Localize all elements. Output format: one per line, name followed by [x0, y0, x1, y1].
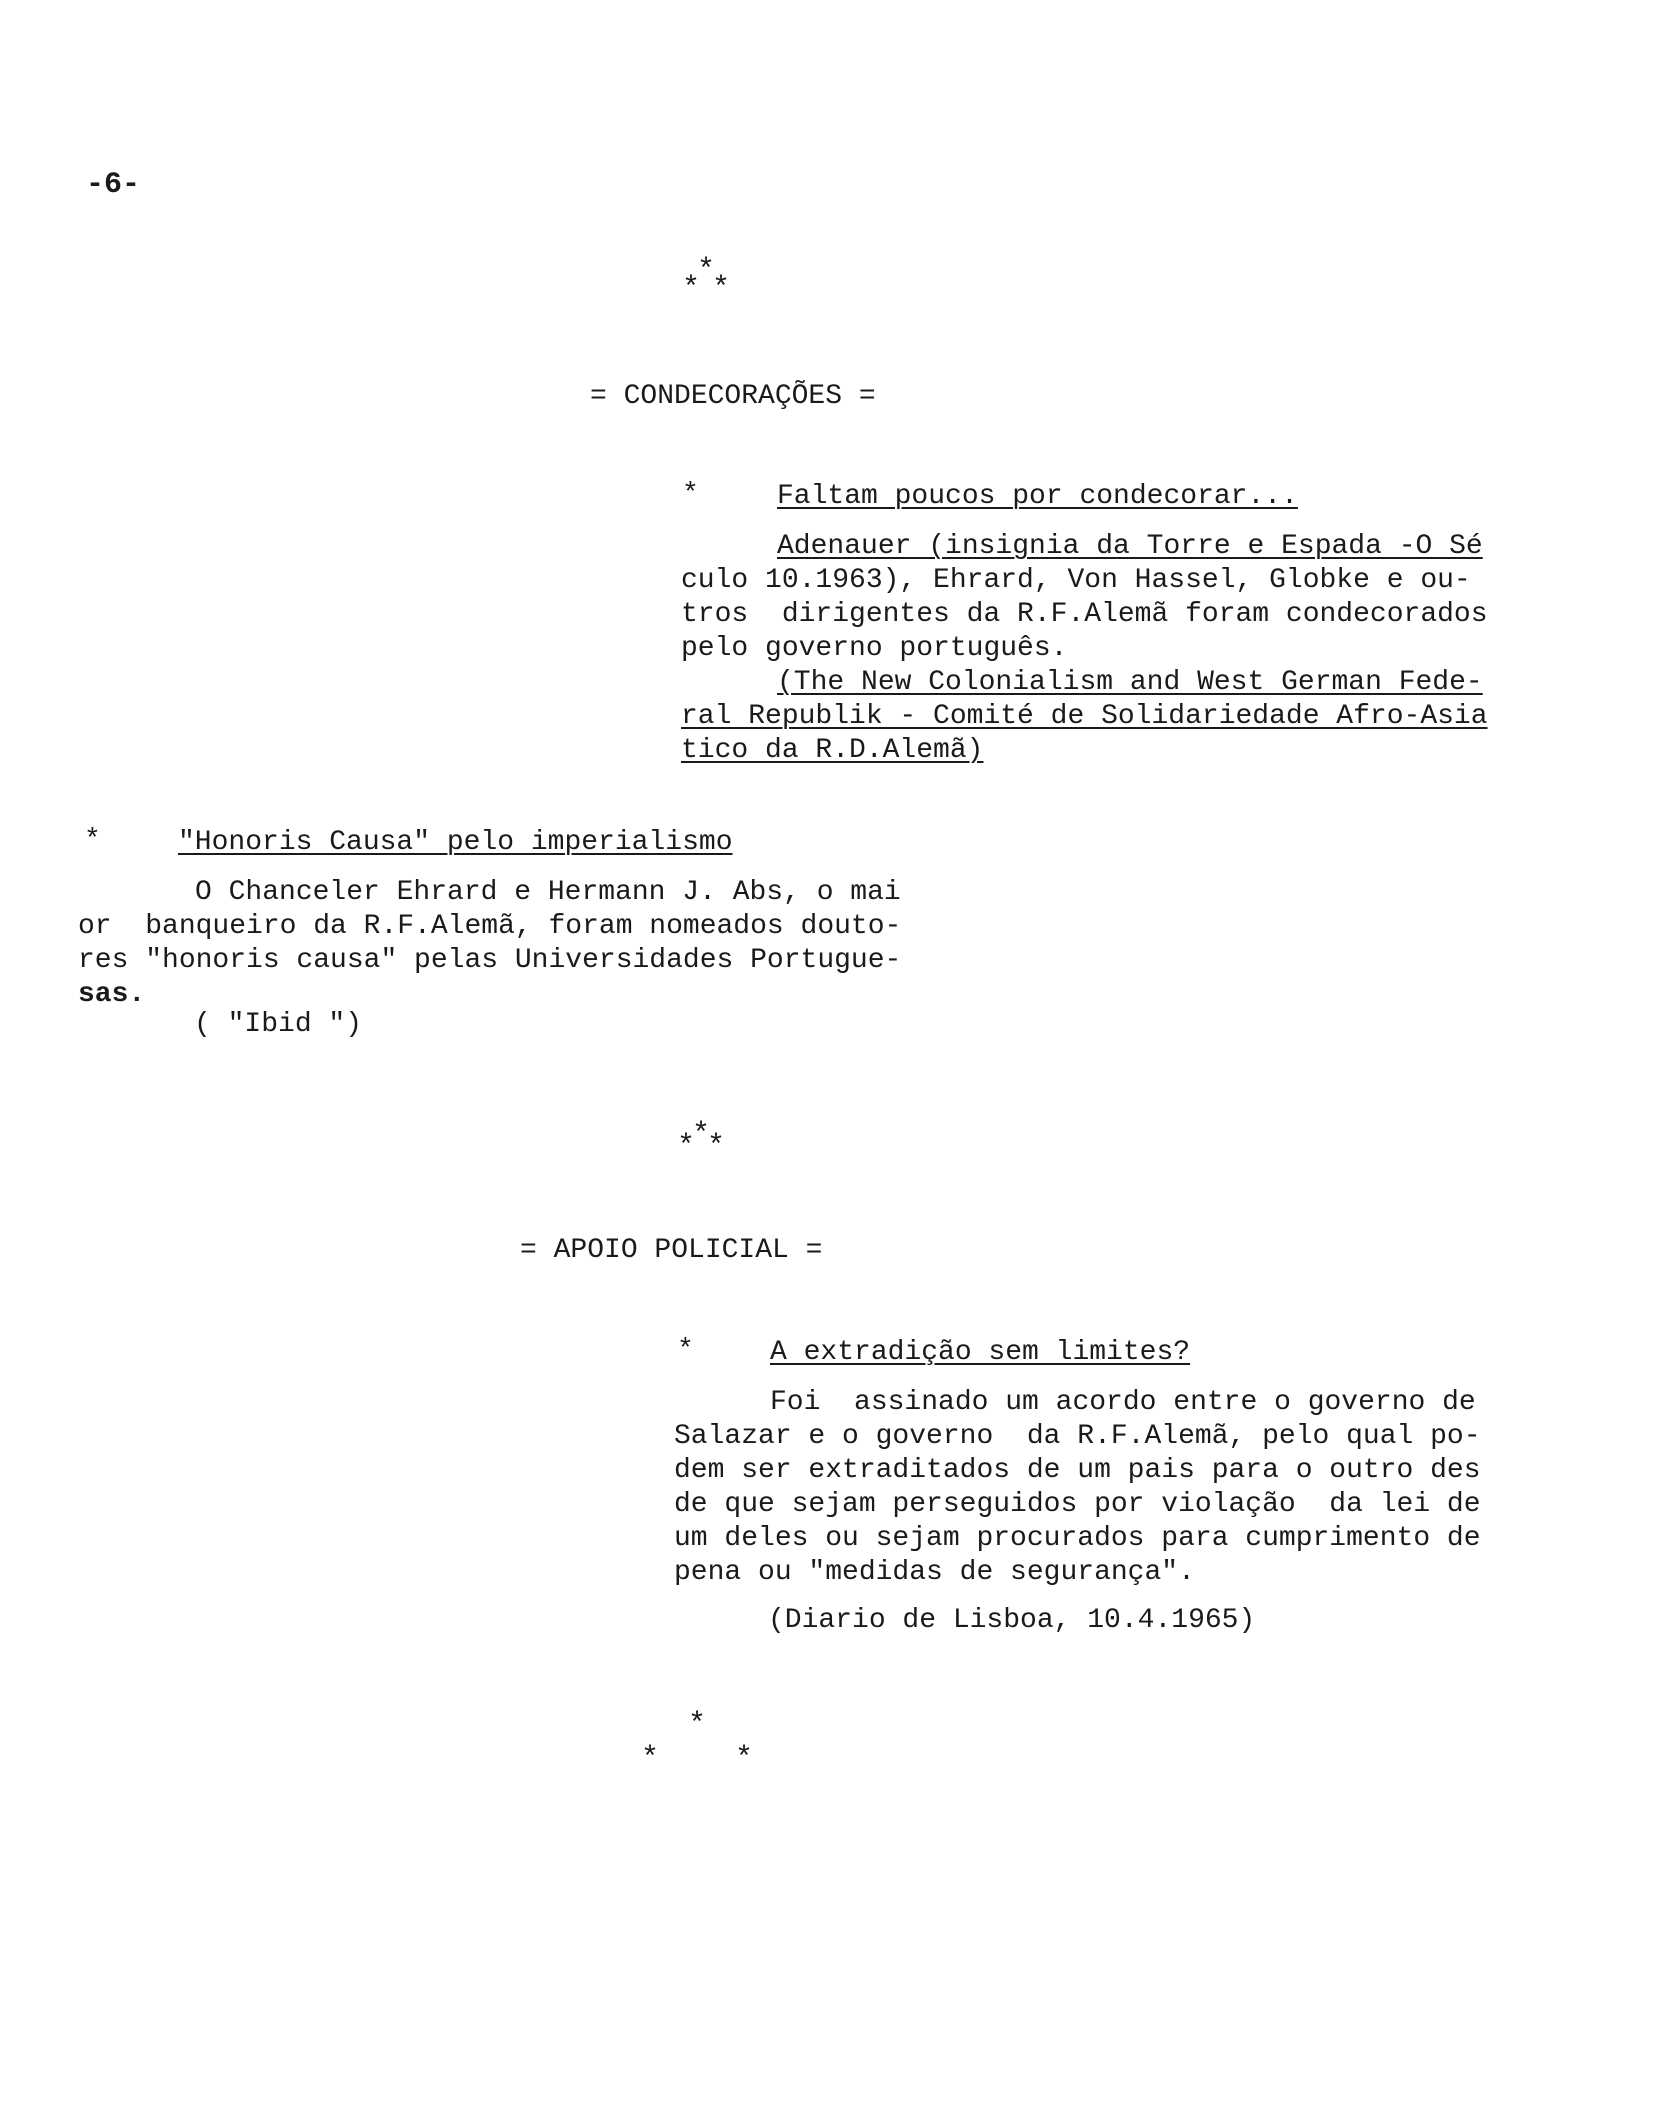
paragraph-line: de que sejam perseguidos por violação da lei de: [674, 1489, 1481, 1520]
ornament-star: *: [712, 272, 731, 306]
item-bullet: *: [84, 825, 101, 856]
ornament-star: *: [682, 272, 701, 306]
item-title-extradicao: A extradição sem limites?: [770, 1337, 1191, 1368]
paragraph-line: tros dirigentes da R.F.Alemã foram condecorados: [681, 599, 1488, 630]
paragraph-line: Adenauer (insignia da Torre e Espada -O Sé: [777, 531, 1483, 562]
ornament-star: *: [735, 1742, 754, 1776]
paragraph-line: pena ou "medidas de segurança".: [674, 1557, 1195, 1588]
citation-line: (The New Colonialism and West German Fede-: [777, 667, 1483, 698]
ornament-star: *: [641, 1742, 660, 1776]
citation-line: (Diario de Lisboa, 10.4.1965): [768, 1605, 1256, 1636]
item-bullet: *: [677, 1335, 694, 1366]
citation-line: ( "Ibid "): [194, 1009, 363, 1040]
ornament-star: *: [707, 1130, 726, 1164]
paragraph-line: sas.: [78, 979, 146, 1010]
ornament-star: *: [688, 1708, 707, 1742]
ornament-star: *: [677, 1130, 696, 1164]
paragraph-line: res "honoris causa" pelas Universidades Portugue-: [78, 945, 902, 976]
paragraph-line: um deles ou sejam procurados para cumprimento de: [674, 1523, 1481, 1554]
item-title-faltam: Faltam poucos por condecorar...: [777, 481, 1298, 512]
paragraph-line: pelo governo português.: [681, 633, 1068, 664]
paragraph-line: dem ser extraditados de um pais para o outro des: [674, 1455, 1481, 1486]
paragraph-line: O Chanceler Ehrard e Hermann J. Abs, o mai: [195, 877, 901, 908]
page-number: -6-: [86, 168, 141, 202]
ornament-star: *: [692, 1118, 711, 1152]
paragraph-line: Salazar e o governo da R.F.Alemã, pelo qual po-: [674, 1421, 1481, 1452]
paragraph-line: culo 10.1963), Ehrard, Von Hassel, Globke e ou-: [681, 565, 1471, 596]
paragraph-line: or banqueiro da R.F.Alemã, foram nomeados douto-: [78, 911, 902, 942]
citation-line: tico da R.D.Alemã): [681, 735, 984, 766]
ornament-star: *: [697, 254, 716, 288]
item-title-honoris: "Honoris Causa" pelo imperialismo: [178, 827, 733, 858]
section-heading-apoio-policial: = APOIO POLICIAL =: [520, 1235, 823, 1266]
paragraph-line: Foi assinado um acordo entre o governo de: [770, 1387, 1476, 1418]
item-bullet: *: [682, 479, 699, 510]
citation-line: ral Republik - Comité de Solidariedade Afro-Asia: [681, 701, 1488, 732]
section-heading-condecoracoes: = CONDECORAÇÕES =: [590, 381, 876, 412]
